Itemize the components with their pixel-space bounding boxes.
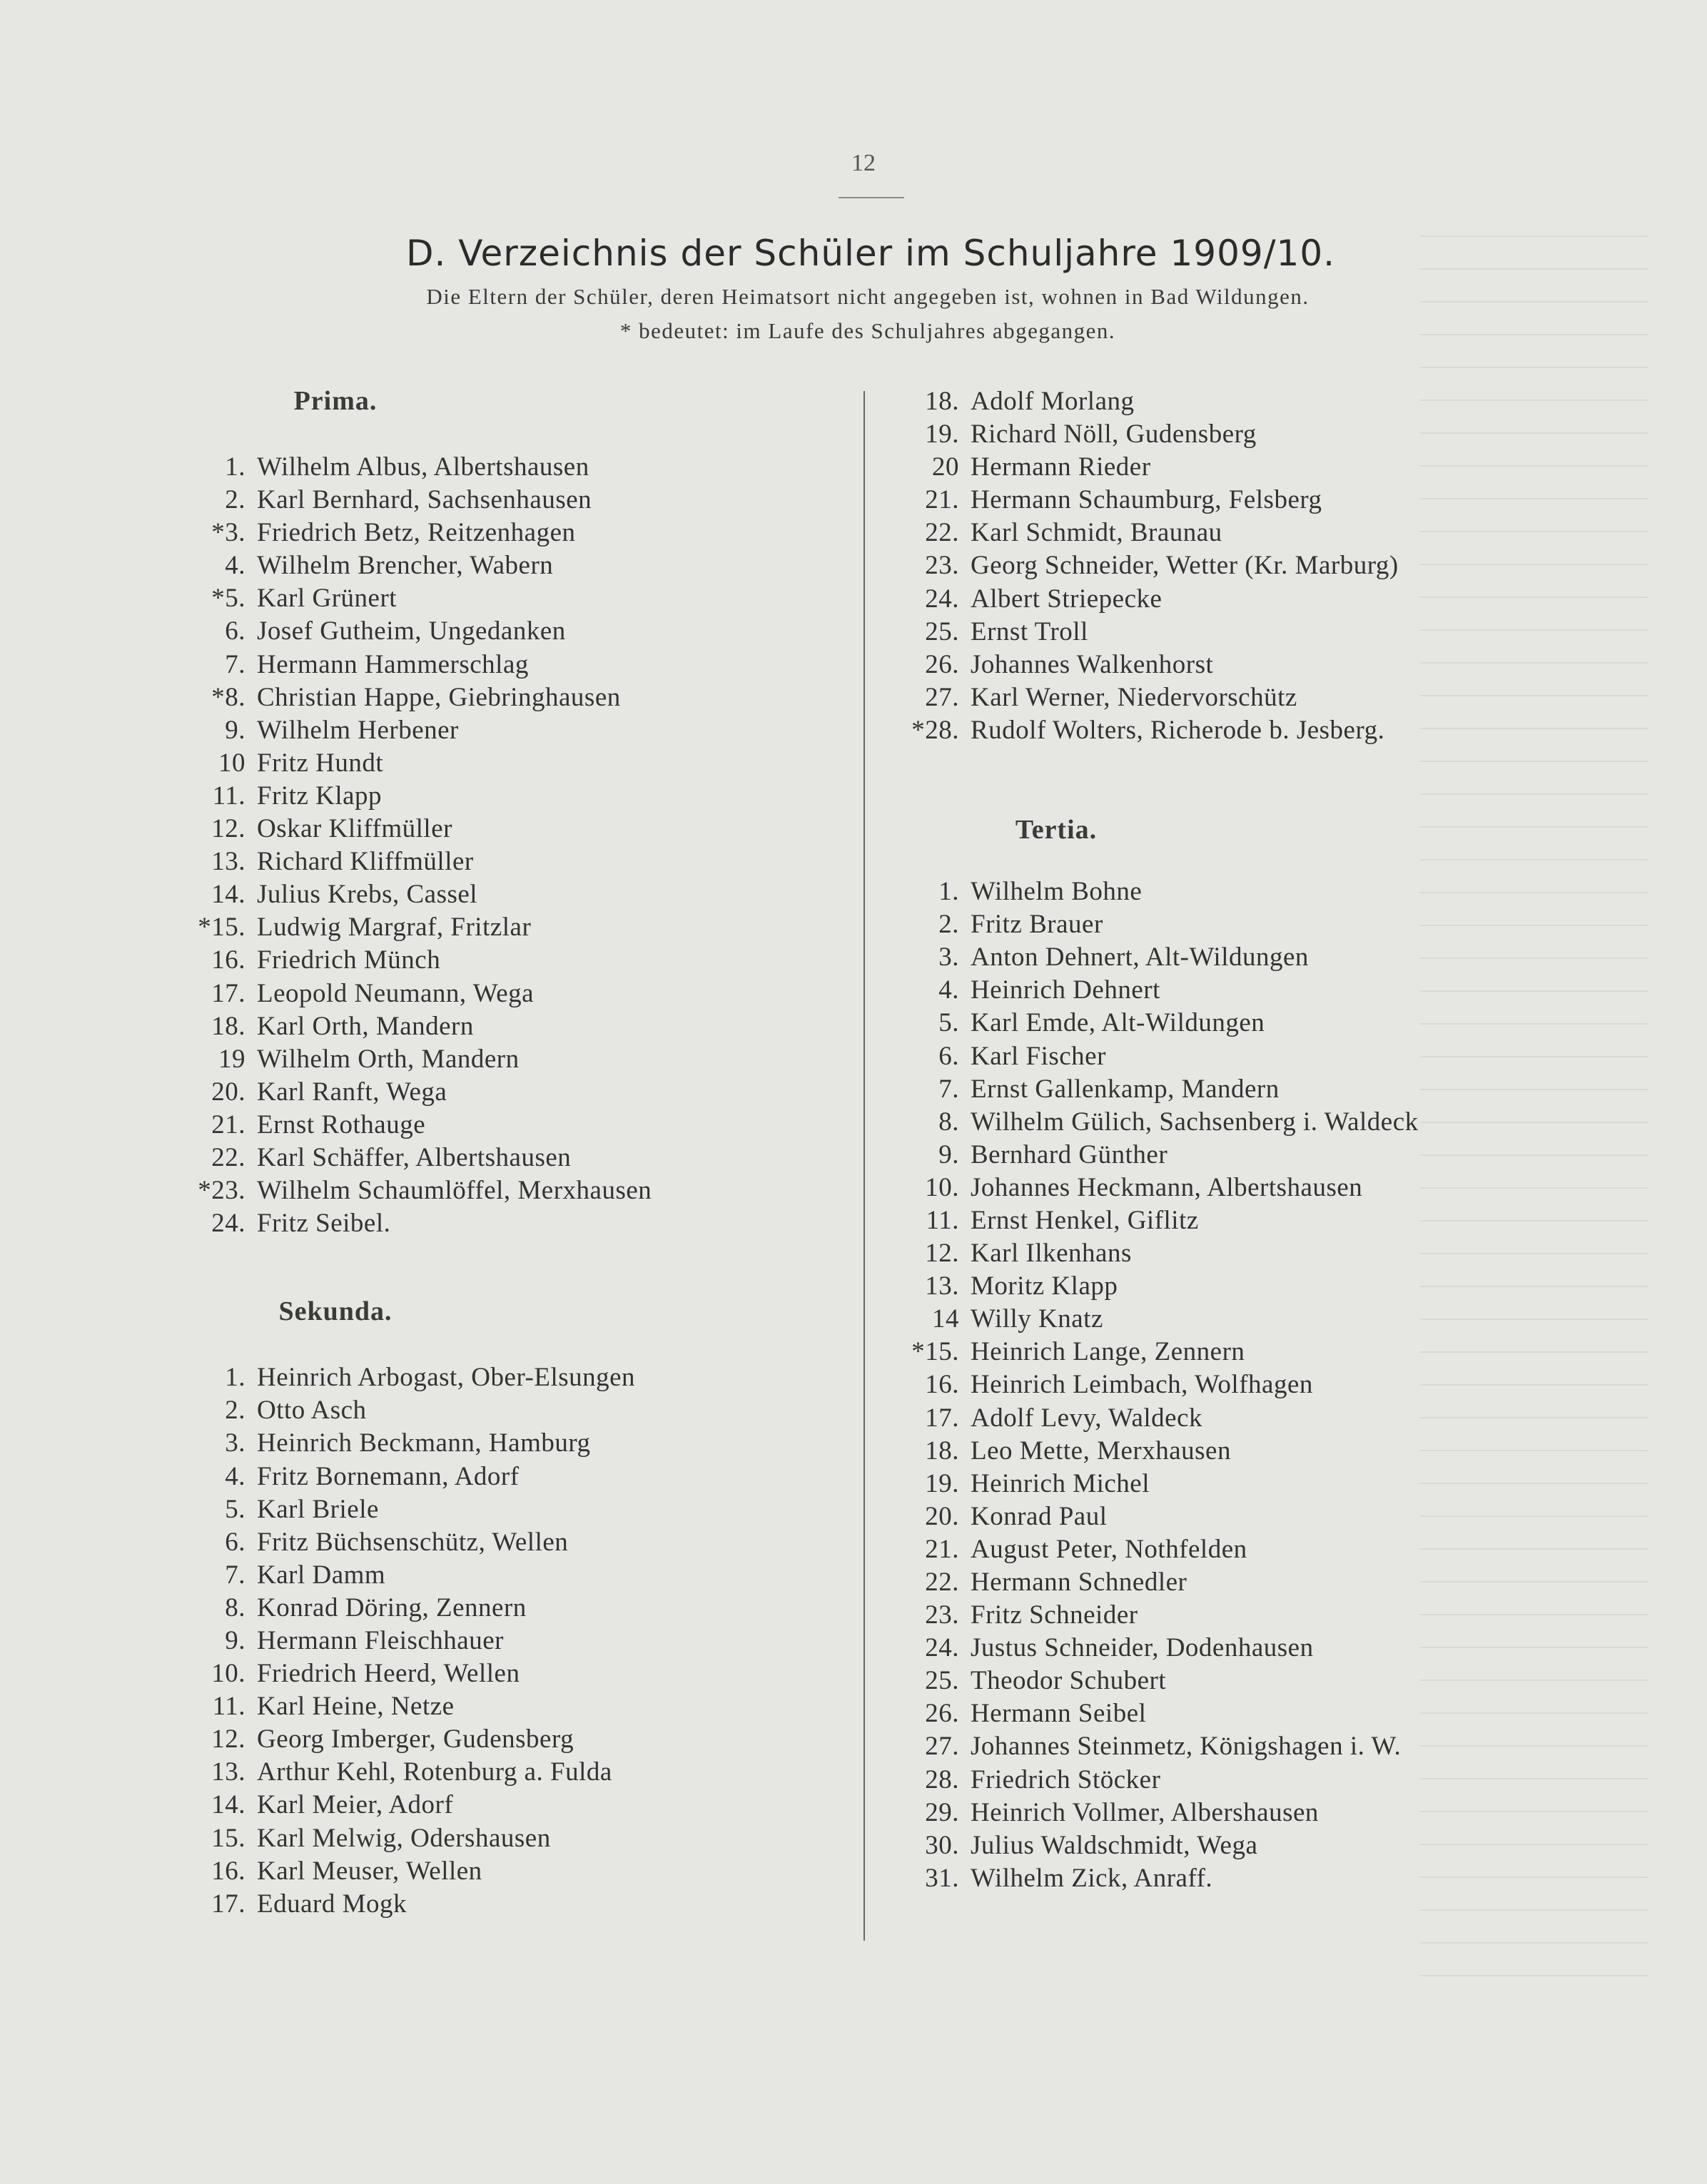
student-number: 6. — [225, 616, 245, 646]
student-entry — [885, 1139, 1627, 1172]
student-name: Karl Melwig, Odershausen — [257, 1823, 551, 1853]
student-entry — [171, 1756, 828, 1789]
student-number: 10. — [211, 1659, 245, 1689]
student-number: 18. — [211, 1011, 245, 1041]
student-name: Wilhelm Albus, Albertshausen — [257, 452, 589, 482]
student-name: Hermann Schnedler — [971, 1568, 1187, 1597]
legend-note: * bedeutet: im Laufe des Schuljahres abgegangen. — [619, 318, 1116, 343]
student-name: Fritz Büchsenschütz, Wellen — [257, 1527, 569, 1557]
student-entry — [171, 1076, 828, 1109]
student-name: Hermann Hammerschlag — [257, 649, 529, 679]
student-name: Anton Dehnert, Alt-Wildungen — [971, 943, 1309, 972]
section-title-prima: Prima. — [293, 386, 378, 416]
student-name: Friedrich Heerd, Wellen — [257, 1659, 520, 1689]
student-number: 14 — [932, 1304, 959, 1334]
student-entry — [171, 582, 828, 615]
student-number: 14. — [211, 880, 245, 910]
student-name: Fritz Brauer — [971, 910, 1103, 940]
student-name: Richard Kliffmüller — [257, 847, 474, 877]
student-entry — [171, 1361, 828, 1394]
student-name: Moritz Klapp — [971, 1271, 1118, 1301]
student-name: Georg Imberger, Gudensberg — [257, 1725, 574, 1754]
student-entry — [171, 1789, 828, 1822]
student-name: Hermann Fleischhauer — [257, 1626, 504, 1655]
student-name: Heinrich Leimbach, Wolfhagen — [971, 1370, 1313, 1400]
student-number: 17. — [925, 1403, 959, 1433]
student-entry — [885, 418, 1627, 451]
student-name: Ernst Henkel, Giflitz — [971, 1205, 1199, 1235]
parents-note: Die Eltern der Schüler, deren Heimatsort nicht angegeben ist, wohnen in Bad Wildungen. — [426, 284, 1310, 309]
student-entry — [885, 941, 1627, 974]
student-entry — [171, 484, 828, 517]
student-number: 25. — [925, 616, 959, 646]
student-number: *28. — [911, 715, 959, 745]
student-entry — [171, 649, 828, 681]
student-number: 19. — [925, 420, 959, 450]
student-name: Wilhelm Orth, Mandern — [257, 1044, 520, 1074]
student-number: *8. — [211, 682, 245, 712]
student-entry — [171, 1394, 828, 1427]
student-name: Georg Schneider, Wetter (Kr. Marburg) — [971, 551, 1399, 581]
student-number: 3. — [938, 943, 959, 972]
student-entry — [171, 845, 828, 878]
student-name: Heinrich Michel — [971, 1468, 1150, 1498]
student-number: 3. — [225, 1428, 245, 1458]
student-entry — [171, 615, 828, 648]
student-number: 6. — [225, 1527, 245, 1557]
student-entry — [885, 1204, 1627, 1237]
student-number: 24. — [925, 1633, 959, 1663]
student-entry — [171, 878, 828, 911]
student-name: Leopold Neumann, Wega — [257, 978, 535, 1008]
student-entry — [171, 714, 828, 747]
student-number: 16. — [211, 1856, 245, 1886]
student-entry — [171, 1427, 828, 1460]
student-number: 20. — [211, 1077, 245, 1107]
student-entry — [171, 1690, 828, 1723]
student-name: Ernst Gallenkamp, Mandern — [971, 1074, 1280, 1104]
student-entry — [885, 1665, 1627, 1697]
student-name: Julius Krebs, Cassel — [257, 880, 478, 910]
student-number: 1. — [225, 1363, 245, 1393]
student-number: 13. — [211, 1757, 245, 1787]
student-number: 22. — [925, 1568, 959, 1597]
student-name: Heinrich Lange, Zennern — [971, 1337, 1245, 1367]
student-entry — [171, 1109, 828, 1142]
student-number: 15. — [211, 1823, 245, 1853]
student-number: *15. — [911, 1337, 959, 1367]
student-name: Arthur Kehl, Rotenburg a. Fulda — [257, 1757, 612, 1787]
student-entry — [171, 1043, 828, 1076]
student-entry — [171, 1855, 828, 1888]
student-number: 25. — [925, 1666, 959, 1696]
student-entry — [171, 549, 828, 582]
student-name: Wilhelm Zick, Anraff. — [971, 1863, 1213, 1893]
student-name: Johannes Walkenhorst — [971, 649, 1214, 679]
student-entry — [885, 1730, 1627, 1763]
student-entry — [171, 780, 828, 813]
student-number: 1. — [225, 452, 245, 482]
student-entry — [171, 1822, 828, 1855]
student-number: 11. — [212, 1692, 245, 1722]
student-number: 5. — [225, 1494, 245, 1524]
student-number: 12. — [925, 1239, 959, 1269]
student-entry — [171, 1559, 828, 1592]
student-entry — [171, 1010, 828, 1043]
student-entry — [171, 1174, 828, 1207]
student-name: Karl Briele — [257, 1494, 379, 1524]
student-entry — [885, 385, 1627, 418]
student-number: 26. — [925, 1699, 959, 1729]
student-number: 17. — [211, 1889, 245, 1919]
student-entry — [171, 451, 828, 484]
student-entry — [885, 1040, 1627, 1073]
student-name: Karl Grünert — [257, 584, 397, 614]
page-number: 12 — [851, 150, 876, 176]
student-name: Heinrich Dehnert — [971, 975, 1160, 1005]
student-number: 2. — [225, 485, 245, 515]
student-number: 27. — [925, 682, 959, 712]
student-entry — [171, 944, 828, 977]
student-number: 20. — [925, 1501, 959, 1531]
student-number: 12. — [211, 814, 245, 844]
student-entry — [885, 681, 1627, 714]
tertia-list — [885, 875, 1627, 1895]
student-entry — [171, 911, 828, 944]
student-entry — [885, 1829, 1627, 1862]
student-entry — [885, 1862, 1627, 1895]
student-entry — [171, 1526, 828, 1559]
student-name: Christian Happe, Giebringhausen — [257, 682, 621, 712]
student-number: 23. — [925, 551, 959, 581]
student-number: 16. — [211, 945, 245, 975]
student-entry — [171, 681, 828, 714]
student-entry — [885, 451, 1627, 484]
student-name: Willy Knatz — [971, 1304, 1103, 1334]
student-entry — [171, 1142, 828, 1174]
student-number: 19. — [925, 1468, 959, 1498]
student-name: Rudolf Wolters, Richerode b. Jesberg. — [971, 715, 1385, 745]
student-number: 9. — [225, 715, 245, 745]
student-number: 4. — [225, 551, 245, 581]
student-name: Justus Schneider, Dodenhausen — [971, 1633, 1314, 1663]
student-number: 23. — [925, 1600, 959, 1630]
student-number: 24. — [925, 584, 959, 614]
student-name: Leo Mette, Merxhausen — [971, 1436, 1231, 1466]
student-name: Ernst Troll — [971, 616, 1088, 646]
student-name: Ernst Rothauge — [257, 1109, 426, 1139]
student-name: Karl Ilkenhans — [971, 1239, 1132, 1269]
student-entry — [885, 1599, 1627, 1632]
right-column — [885, 385, 1627, 1895]
student-name: Josef Gutheim, Ungedanken — [257, 616, 566, 646]
student-number: 10. — [925, 1172, 959, 1202]
student-entry — [171, 1625, 828, 1657]
student-name: Julius Waldschmidt, Wega — [971, 1830, 1258, 1860]
student-name: Heinrich Vollmer, Albershausen — [971, 1797, 1319, 1827]
student-number: 9. — [225, 1626, 245, 1655]
student-number: 30. — [925, 1830, 959, 1860]
column-divider — [863, 391, 865, 1941]
student-name: Adolf Morlang — [971, 387, 1135, 416]
student-number: 28. — [925, 1764, 959, 1794]
student-number: 9. — [938, 1139, 959, 1169]
student-entry — [885, 649, 1627, 681]
student-name: Karl Schmidt, Braunau — [971, 518, 1222, 548]
prima-list-continued — [885, 385, 1627, 747]
student-name: Friedrich Stöcker — [971, 1764, 1161, 1794]
student-name: Albert Striepecke — [971, 584, 1163, 614]
student-number: 22. — [925, 518, 959, 548]
student-entry — [885, 875, 1627, 908]
student-entry — [885, 1697, 1627, 1730]
student-name: Karl Damm — [257, 1560, 386, 1590]
student-number: 17. — [211, 978, 245, 1008]
student-number: 21. — [211, 1109, 245, 1139]
prima-list — [171, 451, 828, 1240]
student-name: Wilhelm Schaumlöffel, Merxhausen — [257, 1176, 652, 1206]
student-name: Karl Fischer — [971, 1041, 1106, 1071]
student-name: August Peter, Nothfelden — [971, 1534, 1247, 1564]
student-number: 13. — [211, 847, 245, 877]
student-entry — [885, 549, 1627, 582]
student-entry — [885, 1172, 1627, 1204]
student-number: 20 — [932, 452, 959, 482]
student-entry — [171, 1888, 828, 1921]
student-number: 26. — [925, 649, 959, 679]
student-number: 8. — [938, 1107, 959, 1137]
student-entry — [171, 977, 828, 1010]
student-number: 27. — [925, 1732, 959, 1762]
student-entry — [885, 1007, 1627, 1040]
student-entry — [885, 714, 1627, 747]
student-number: 11. — [926, 1205, 959, 1235]
student-number: 18. — [925, 387, 959, 416]
student-number: 13. — [925, 1271, 959, 1301]
student-name: Karl Ranft, Wega — [257, 1077, 447, 1107]
student-number: 2. — [225, 1396, 245, 1426]
student-entry — [171, 1657, 828, 1690]
student-number: 7. — [225, 649, 245, 679]
student-entry — [885, 1468, 1627, 1500]
student-name: Fritz Klapp — [257, 781, 383, 811]
student-name: Heinrich Beckmann, Hamburg — [257, 1428, 591, 1458]
student-entry — [885, 1764, 1627, 1797]
student-name: Fritz Bornemann, Adorf — [257, 1461, 520, 1491]
student-number: 29. — [925, 1797, 959, 1827]
student-name: Fritz Schneider — [971, 1600, 1138, 1630]
student-entry — [171, 1493, 828, 1526]
student-entry — [885, 974, 1627, 1007]
student-number: 11. — [212, 781, 245, 811]
student-entry — [885, 1435, 1627, 1468]
student-number: 6. — [938, 1041, 959, 1071]
student-number: 7. — [938, 1074, 959, 1104]
student-name: Karl Meuser, Wellen — [257, 1856, 482, 1886]
student-number: 14. — [211, 1790, 245, 1820]
student-entry — [885, 1270, 1627, 1303]
student-number: *5. — [211, 584, 245, 614]
student-name: Fritz Seibel. — [257, 1209, 391, 1239]
student-name: Friedrich Betz, Reitzenhagen — [257, 518, 576, 548]
student-name: Oskar Kliffmüller — [257, 814, 452, 844]
student-number: 7. — [225, 1560, 245, 1590]
student-name: Eduard Mogk — [257, 1889, 407, 1919]
section-title-sekunda: Sekunda. — [278, 1296, 392, 1327]
student-name: Wilhelm Herbener — [257, 715, 459, 745]
student-entry — [885, 484, 1627, 517]
student-name: Karl Heine, Netze — [257, 1692, 455, 1722]
student-entry — [885, 1336, 1627, 1368]
student-name: Adolf Levy, Waldeck — [971, 1403, 1203, 1433]
student-name: Otto Asch — [257, 1396, 367, 1426]
student-number: 22. — [211, 1142, 245, 1172]
student-entry — [885, 583, 1627, 616]
student-name: Theodor Schubert — [971, 1666, 1167, 1696]
student-entry — [885, 517, 1627, 549]
student-name: Wilhelm Gülich, Sachsenberg i. Waldeck — [971, 1107, 1419, 1137]
student-name: Karl Bernhard, Sachsenhausen — [257, 485, 592, 515]
student-number: 1. — [938, 877, 959, 907]
student-entry — [171, 747, 828, 780]
student-entry — [171, 1207, 828, 1240]
student-name: Friedrich Münch — [257, 945, 441, 975]
student-number: 24. — [211, 1209, 245, 1239]
student-name: Konrad Paul — [971, 1501, 1108, 1531]
student-entry — [885, 616, 1627, 649]
student-name: Wilhelm Bohne — [971, 877, 1143, 907]
student-name: Johannes Heckmann, Albertshausen — [971, 1172, 1363, 1202]
student-entry — [171, 1461, 828, 1493]
student-name: Ludwig Margraf, Fritzlar — [257, 913, 532, 943]
student-entry — [885, 1073, 1627, 1106]
student-number: 4. — [225, 1461, 245, 1491]
student-number: 16. — [925, 1370, 959, 1400]
student-entry — [171, 813, 828, 845]
student-name: Hermann Schaumburg, Felsberg — [971, 485, 1322, 515]
student-name: Heinrich Arbogast, Ober-Elsungen — [257, 1363, 636, 1393]
section-title-tertia: Tertia. — [1015, 815, 1098, 845]
student-number: 18. — [925, 1436, 959, 1466]
student-name: Fritz Hundt — [257, 748, 384, 778]
student-number: 19 — [218, 1044, 245, 1074]
student-entry — [171, 517, 828, 549]
student-number: 31. — [925, 1863, 959, 1893]
student-name: Bernhard Günther — [971, 1139, 1168, 1169]
student-number: 21. — [925, 485, 959, 515]
student-entry — [885, 1237, 1627, 1270]
student-number: *23. — [198, 1176, 245, 1206]
student-name: Karl Meier, Adorf — [257, 1790, 454, 1820]
student-number: 21. — [925, 1534, 959, 1564]
page-number-rule — [839, 197, 904, 198]
student-number: *15. — [198, 913, 245, 943]
student-name: Richard Nöll, Gudensberg — [971, 420, 1257, 450]
student-name: Hermann Rieder — [971, 452, 1151, 482]
student-number: 12. — [211, 1725, 245, 1754]
student-entry — [885, 1303, 1627, 1336]
student-number: *3. — [211, 518, 245, 548]
student-entry — [885, 1632, 1627, 1665]
left-column — [171, 385, 828, 1921]
student-name: Johannes Steinmetz, Königshagen i. W. — [971, 1732, 1402, 1762]
student-entry — [171, 1723, 828, 1756]
student-entry — [885, 1402, 1627, 1435]
student-entry — [885, 1368, 1627, 1401]
student-name: Wilhelm Brencher, Wabern — [257, 551, 554, 581]
student-entry — [885, 1797, 1627, 1829]
page-title: D. Verzeichnis der Schüler im Schuljahre 1909/10. — [405, 233, 1336, 274]
student-name: Karl Orth, Mandern — [257, 1011, 474, 1041]
student-name: Karl Emde, Alt-Wildungen — [971, 1008, 1265, 1038]
student-entry — [885, 1533, 1627, 1566]
student-number: 2. — [938, 910, 959, 940]
student-number: 4. — [938, 975, 959, 1005]
student-name: Karl Schäffer, Albertshausen — [257, 1142, 572, 1172]
student-entry — [885, 908, 1627, 941]
student-name: Konrad Döring, Zennern — [257, 1593, 527, 1622]
student-number: 10 — [218, 748, 245, 778]
student-name: Karl Werner, Niedervorschütz — [971, 682, 1297, 712]
student-entry — [885, 1500, 1627, 1533]
student-name: Hermann Seibel — [971, 1699, 1147, 1729]
student-entry — [171, 1592, 828, 1625]
student-number: 5. — [938, 1008, 959, 1038]
sekunda-list — [171, 1361, 828, 1921]
student-entry — [885, 1566, 1627, 1599]
student-entry — [885, 1106, 1627, 1139]
student-number: 8. — [225, 1593, 245, 1622]
